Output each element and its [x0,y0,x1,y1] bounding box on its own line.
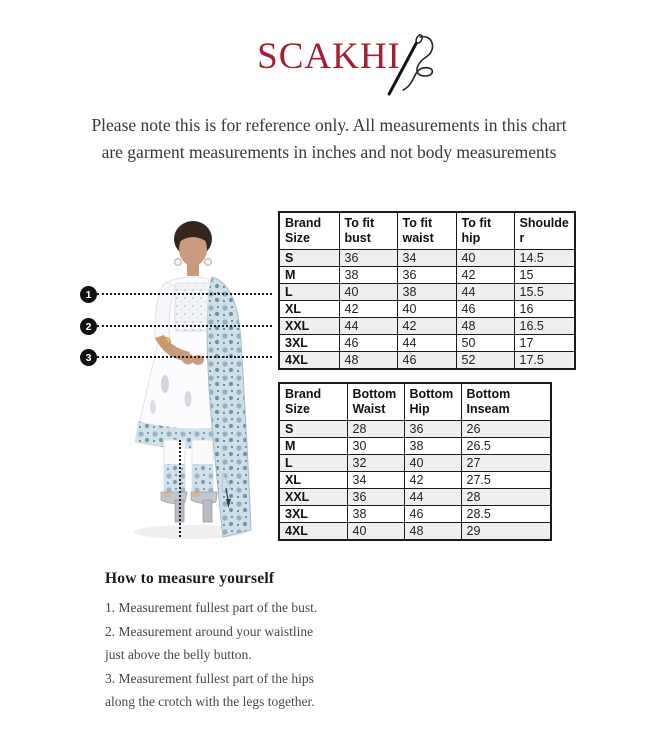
cell-bottom-waist: 28 [347,421,404,438]
cell-bottom-inseam: 26 [461,421,551,438]
col-to-fit-bust: To fit bust [339,212,397,250]
brand-logo [257,38,401,75]
bust-marker-line [97,293,272,295]
cell-size: S [279,250,339,267]
garment-size-table [278,211,576,370]
cell-bust: 46 [339,335,397,352]
cell-waist: 42 [397,318,456,335]
table-header-row [279,383,551,421]
cell-bottom-hip: 42 [404,472,461,489]
disclaimer-line-1: Please note this is for reference only. All measurements in this chart [91,115,567,135]
cell-bottom-inseam: 27.5 [461,472,551,489]
col-to-fit-waist: To fit waist [397,212,456,250]
disclaimer-note [0,112,658,166]
col-brand-size: Brand Size [279,383,347,421]
table-row [279,455,551,472]
cell-hip: 44 [456,284,514,301]
cell-size: 3XL [279,506,347,523]
cell-hip: 52 [456,352,514,370]
cell-bottom-waist: 30 [347,438,404,455]
bottom-size-table [278,382,552,541]
cell-waist: 34 [397,250,456,267]
cell-bottom-waist: 32 [347,455,404,472]
cell-bust: 48 [339,352,397,370]
col-to-fit-hip: To fit hip [456,212,514,250]
cell-shoulder: 15 [514,267,575,284]
measure-step: just above the belly button. [105,647,252,662]
cell-bottom-waist: 40 [347,523,404,541]
table-row [279,489,551,506]
table-row [279,472,551,489]
cell-waist: 44 [397,335,456,352]
cell-size: L [279,284,339,301]
cell-shoulder: 16.5 [514,318,575,335]
col-shoulder: Shoulder [514,212,575,250]
cell-hip: 50 [456,335,514,352]
brand-logo-text: SCAKHI [257,36,401,77]
cell-size: XXL [279,318,339,335]
cell-bottom-inseam: 28 [461,489,551,506]
cell-bust: 36 [339,250,397,267]
cell-bust: 40 [339,284,397,301]
cell-size: 4XL [279,352,339,370]
cell-size: XL [279,472,347,489]
cell-bottom-hip: 48 [404,523,461,541]
col-bottom-waist: Bottom Waist [347,383,404,421]
cell-bottom-hip: 36 [404,421,461,438]
table-row [279,250,575,267]
table-header-row [279,212,575,250]
col-bottom-inseam: Bottom Inseam [461,383,551,421]
cell-bottom-hip: 40 [404,455,461,472]
disclaimer-line-2: are garment measurements in inches and not body measurements [101,142,557,162]
cell-hip: 46 [456,301,514,318]
table-row [279,506,551,523]
col-brand-size: Brand Size [279,212,339,250]
cell-waist: 36 [397,267,456,284]
cell-shoulder: 16 [514,301,575,318]
measure-step: 3. Measurement fullest part of the hips [105,670,314,686]
cell-bottom-inseam: 26.5 [461,438,551,455]
cell-shoulder: 17.5 [514,352,575,370]
cell-bottom-inseam: 27 [461,455,551,472]
table-row [279,352,575,370]
cell-size: S [279,421,347,438]
cell-hip: 42 [456,267,514,284]
cell-waist: 40 [397,301,456,318]
cell-shoulder: 14.5 [514,250,575,267]
cell-bottom-inseam: 29 [461,523,551,541]
table-row [279,523,551,541]
table-row [279,438,551,455]
needle-thread-icon [373,30,439,100]
measure-step: 1. Measurement fullest part of the bust. [105,600,318,615]
hip-marker-badge: 3 [80,349,97,366]
cell-hip: 40 [456,250,514,267]
measure-step: 2. Measurement around your waistline [105,623,314,639]
table-row [279,284,575,301]
cell-size: XXL [279,489,347,506]
cell-bottom-hip: 44 [404,489,461,506]
cell-size: 4XL [279,523,347,541]
col-bottom-hip: Bottom Hip [404,383,461,421]
cell-shoulder: 15.5 [514,284,575,301]
bust-marker-badge: 1 [80,286,97,303]
cell-waist: 46 [397,352,456,370]
measure-step: along the crotch with the legs together. [105,694,315,709]
cell-bottom-inseam: 28.5 [461,506,551,523]
cell-waist: 38 [397,284,456,301]
cell-bottom-waist: 34 [347,472,404,489]
cell-size: M [279,267,339,284]
cell-bust: 42 [339,301,397,318]
inseam-marker-line [179,440,181,537]
table-row [279,267,575,284]
cell-bust: 44 [339,318,397,335]
cell-bottom-waist: 36 [347,489,404,506]
cell-size: L [279,455,347,472]
cell-bust: 38 [339,267,397,284]
model-photo [95,192,275,567]
cell-size: M [279,438,347,455]
cell-size: XL [279,301,339,318]
table-row [279,335,575,352]
table-row [279,421,551,438]
waist-marker-line [97,325,272,327]
cell-hip: 48 [456,318,514,335]
table-row [279,318,575,335]
cell-bottom-hip: 46 [404,506,461,523]
cell-bottom-hip: 38 [404,438,461,455]
cell-bottom-waist: 38 [347,506,404,523]
hip-marker-line [97,356,272,358]
how-to-measure-title: How to measure yourself [105,570,275,587]
table-row [279,301,575,318]
waist-marker-badge: 2 [80,318,97,335]
cell-shoulder: 17 [514,335,575,352]
cell-size: 3XL [279,335,339,352]
how-to-measure-section [105,570,365,719]
